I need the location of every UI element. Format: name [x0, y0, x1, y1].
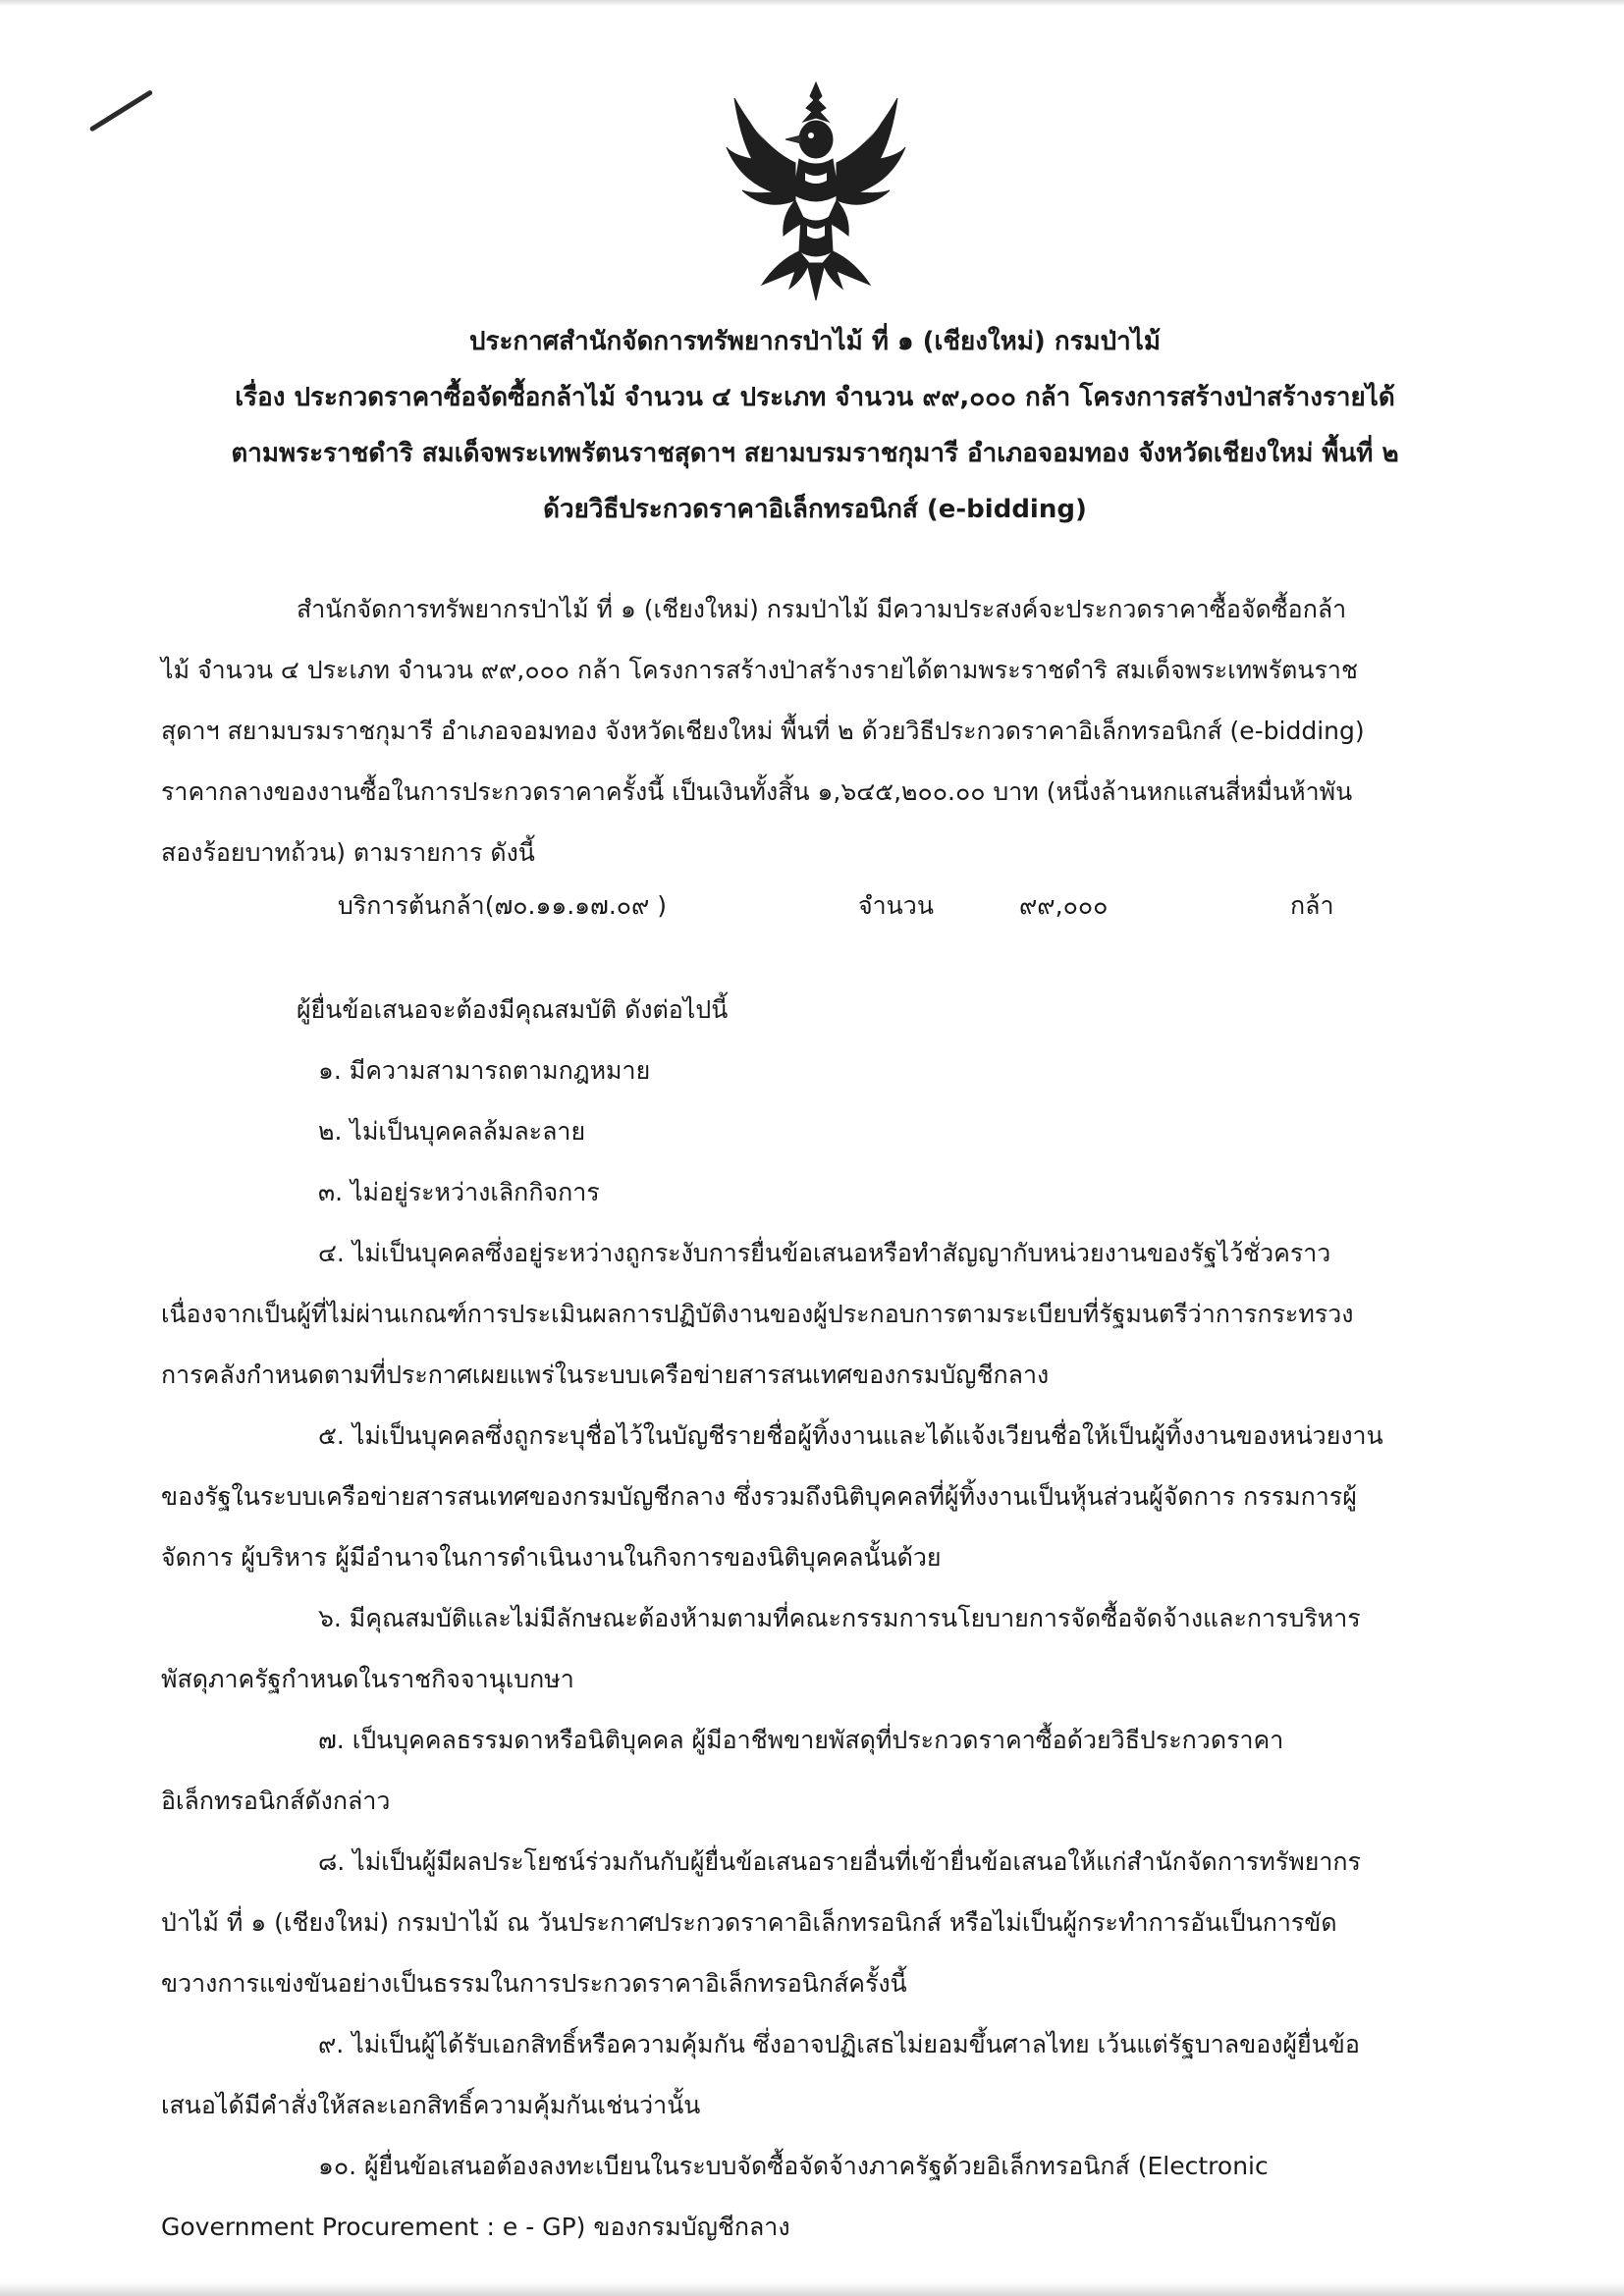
- item-unit: กล้า: [1290, 891, 1334, 920]
- qualification-10-line-2: Government Procurement : e - GP) ของกรมบัญชีกลาง: [161, 2213, 790, 2241]
- announcement-title: [147, 314, 1483, 538]
- scan-edge-top: [0, 0, 1624, 6]
- qualification-1: ๑. มีความสามารถตามกฎหมาย: [318, 1056, 651, 1085]
- qualifications-heading: ผู้ยื่นข้อเสนอจะต้องมีคุณสมบัติ ดังต่อไปนี้: [297, 995, 729, 1024]
- intro-line-3: สุดาฯ สยามบรมราชกุมารี อำเภอจอมทอง จังหวัดเชียงใหม่ พื้นที่ ๒ ด้วยวิธีประกวดราคาอิเล็กทรอนิกส์ (e-bidding): [161, 717, 1365, 745]
- intro-line-1: สำนักจัดการทรัพยากรป่าไม้ ที่ ๑ (เชียงใหม่) กรมป่าไม้ มีความประสงค์จะประกวดราคาซื้อจัดซื้อกล้า: [297, 595, 1347, 623]
- intro-line-2: ไม้ จำนวน ๔ ประเภท จำนวน ๙๙,๐๐๐ กล้า โครงการสร้างป่าสร้างรายได้ตามพระราชดำริ สมเด็จพระเทพรัตนราช: [161, 656, 1358, 684]
- qualification-4-line-3: การคลังกำหนดตามที่ประกาศเผยแพร่ในระบบเครือข่ายสารสนเทศของกรมบัญชีกลาง: [161, 1361, 1050, 1389]
- title-line-4: ด้วยวิธีประกวดราคาอิเล็กทรอนิกส์ (e-bidding): [543, 495, 1087, 524]
- qualification-10-line-1: ๑๐. ผู้ยื่นข้อเสนอต้องลงทะเบียนในระบบจัดซื้อจัดจ้างภาครัฐด้วยอิเล็กทรอนิกส์ (Electronic: [318, 2152, 1269, 2180]
- qualification-7-line-1: ๗. เป็นบุคคลธรรมดาหรือนิติบุคคล ผู้มีอาชีพขายพัสดุที่ประกวดราคาซื้อด้วยวิธีประกวดราคา: [318, 1726, 1284, 1754]
- title-line-1: ประกาศสำนักจัดการทรัพยากรป่าไม้ ที่ ๑ (เชียงใหม่) กรมป่าไม้: [468, 327, 1161, 356]
- title-line-3: ตามพระราชดำริ สมเด็จพระเทพรัตนราชสุดาฯ สยามบรมราชกุมารี อำเภอจอมทอง จังหวัดเชียงใหม่ พื้นที่ ๒: [231, 439, 1399, 468]
- item-qty: ๙๙,๐๐๐: [1019, 891, 1109, 920]
- qualification-5-line-2: ของรัฐในระบบเครือข่ายสารสนเทศของกรมบัญชีกลาง ซึ่งรวมถึงนิติบุคคลที่ผู้ทิ้งงานเป็นหุ้นส่วนผู้จัดการ กรรมการผู้: [161, 1482, 1357, 1511]
- item-qty-label: จำนวน: [858, 891, 934, 920]
- title-line-2: เรื่อง ประกวดราคาซื้อจัดซื้อกล้าไม้ จำนวน ๔ ประเภท จำนวน ๙๙,๐๐๐ กล้า โครงการสร้างป่าสร้างรายได้: [235, 383, 1395, 412]
- intro-line-4: ราคากลางของงานซื้อในการประกวดราคาครั้งนี้ เป็นเงินทั้งสิ้น ๑,๖๔๕,๒๐๐.๐๐ บาท (หนึ่งล้านหกแสนสี่หมื่นห้าพัน: [161, 777, 1353, 806]
- qualification-8-line-1: ๘. ไม่เป็นผู้มีผลประโยชน์ร่วมกันกับผู้ยื่นข้อเสนอรายอื่นที่เข้ายื่นข้อเสนอให้แก่สำนักจัดการทรัพยากร: [318, 1847, 1361, 1876]
- pen-mark: [89, 89, 153, 132]
- qualification-3: ๓. ไม่อยู่ระหว่างเลิกกิจการ: [318, 1178, 600, 1206]
- qualification-4-line-1: ๔. ไม่เป็นบุคคลซึ่งอยู่ระหว่างถูกระงับการยื่นข้อเสนอหรือทำสัญญากับหน่วยงานของรัฐไว้ชั่วคราว: [318, 1239, 1331, 1267]
- qualification-6-line-2: พัสดุภาครัฐกำหนดในราชกิจจานุเบกษา: [161, 1665, 574, 1693]
- qualification-4-line-2: เนื่องจากเป็นผู้ที่ไม่ผ่านเกณฑ์การประเมินผลการปฏิบัติงานของผู้ประกอบการตามระเบียบที่รัฐมนตรีว่าการกระทรวง: [161, 1300, 1354, 1328]
- qualification-5-line-1: ๕. ไม่เป็นบุคคลซึ่งถูกระบุชื่อไว้ในบัญชีรายชื่อผู้ทิ้งงานและได้แจ้งเวียนชื่อให้เป็นผู้ทิ้งงานของหน่วยงาน: [318, 1421, 1383, 1450]
- garuda-emblem-icon: [723, 79, 909, 304]
- qualification-5-line-3: จัดการ ผู้บริหาร ผู้มีอำนาจในการดำเนินงานในกิจการของนิติบุคคลนั้นด้วย: [161, 1543, 942, 1572]
- qualification-8-line-2: ป่าไม้ ที่ ๑ (เชียงใหม่) กรมป่าไม้ ณ วันประกาศประกวดราคาอิเล็กทรอนิกส์ หรือไม่เป็นผู้กระทำการอันเป็นการขัด: [161, 1908, 1337, 1937]
- item-name: บริการต้นกล้า(๗๐.๑๑.๑๗.๐๙ ): [338, 891, 668, 920]
- qualification-6-line-1: ๖. มีคุณสมบัติและไม่มีลักษณะต้องห้ามตามที่คณะกรรมการนโยบายการจัดซื้อจัดจ้างและการบริหาร: [318, 1604, 1361, 1632]
- item-row: [338, 889, 1349, 929]
- qualification-2: ๒. ไม่เป็นบุคคลล้มละลาย: [318, 1117, 586, 1146]
- qualification-9-line-2: เสนอได้มีคำสั่งให้สละเอกสิทธิ์ความคุ้มกันเช่นว่านั้น: [161, 2091, 701, 2119]
- qualification-9-line-1: ๙. ไม่เป็นผู้ได้รับเอกสิทธิ์หรือความคุ้มกัน ซึ่งอาจปฏิเสธไม่ยอมขึ้นศาลไทย เว้นแต่รัฐบาลของผู้ยื่นข้อ: [318, 2030, 1360, 2058]
- scan-edge-bottom: [0, 2282, 1624, 2296]
- qualification-7-line-2: อิเล็กทรอนิกส์ดังกล่าว: [161, 1787, 391, 1815]
- intro-line-5: สองร้อยบาทถ้วน) ตามรายการ ดังนี้: [161, 838, 535, 867]
- qualification-8-line-3: ขวางการแข่งขันอย่างเป็นธรรมในการประกวดราคาอิเล็กทรอนิกส์ครั้งนี้: [161, 1969, 907, 1998]
